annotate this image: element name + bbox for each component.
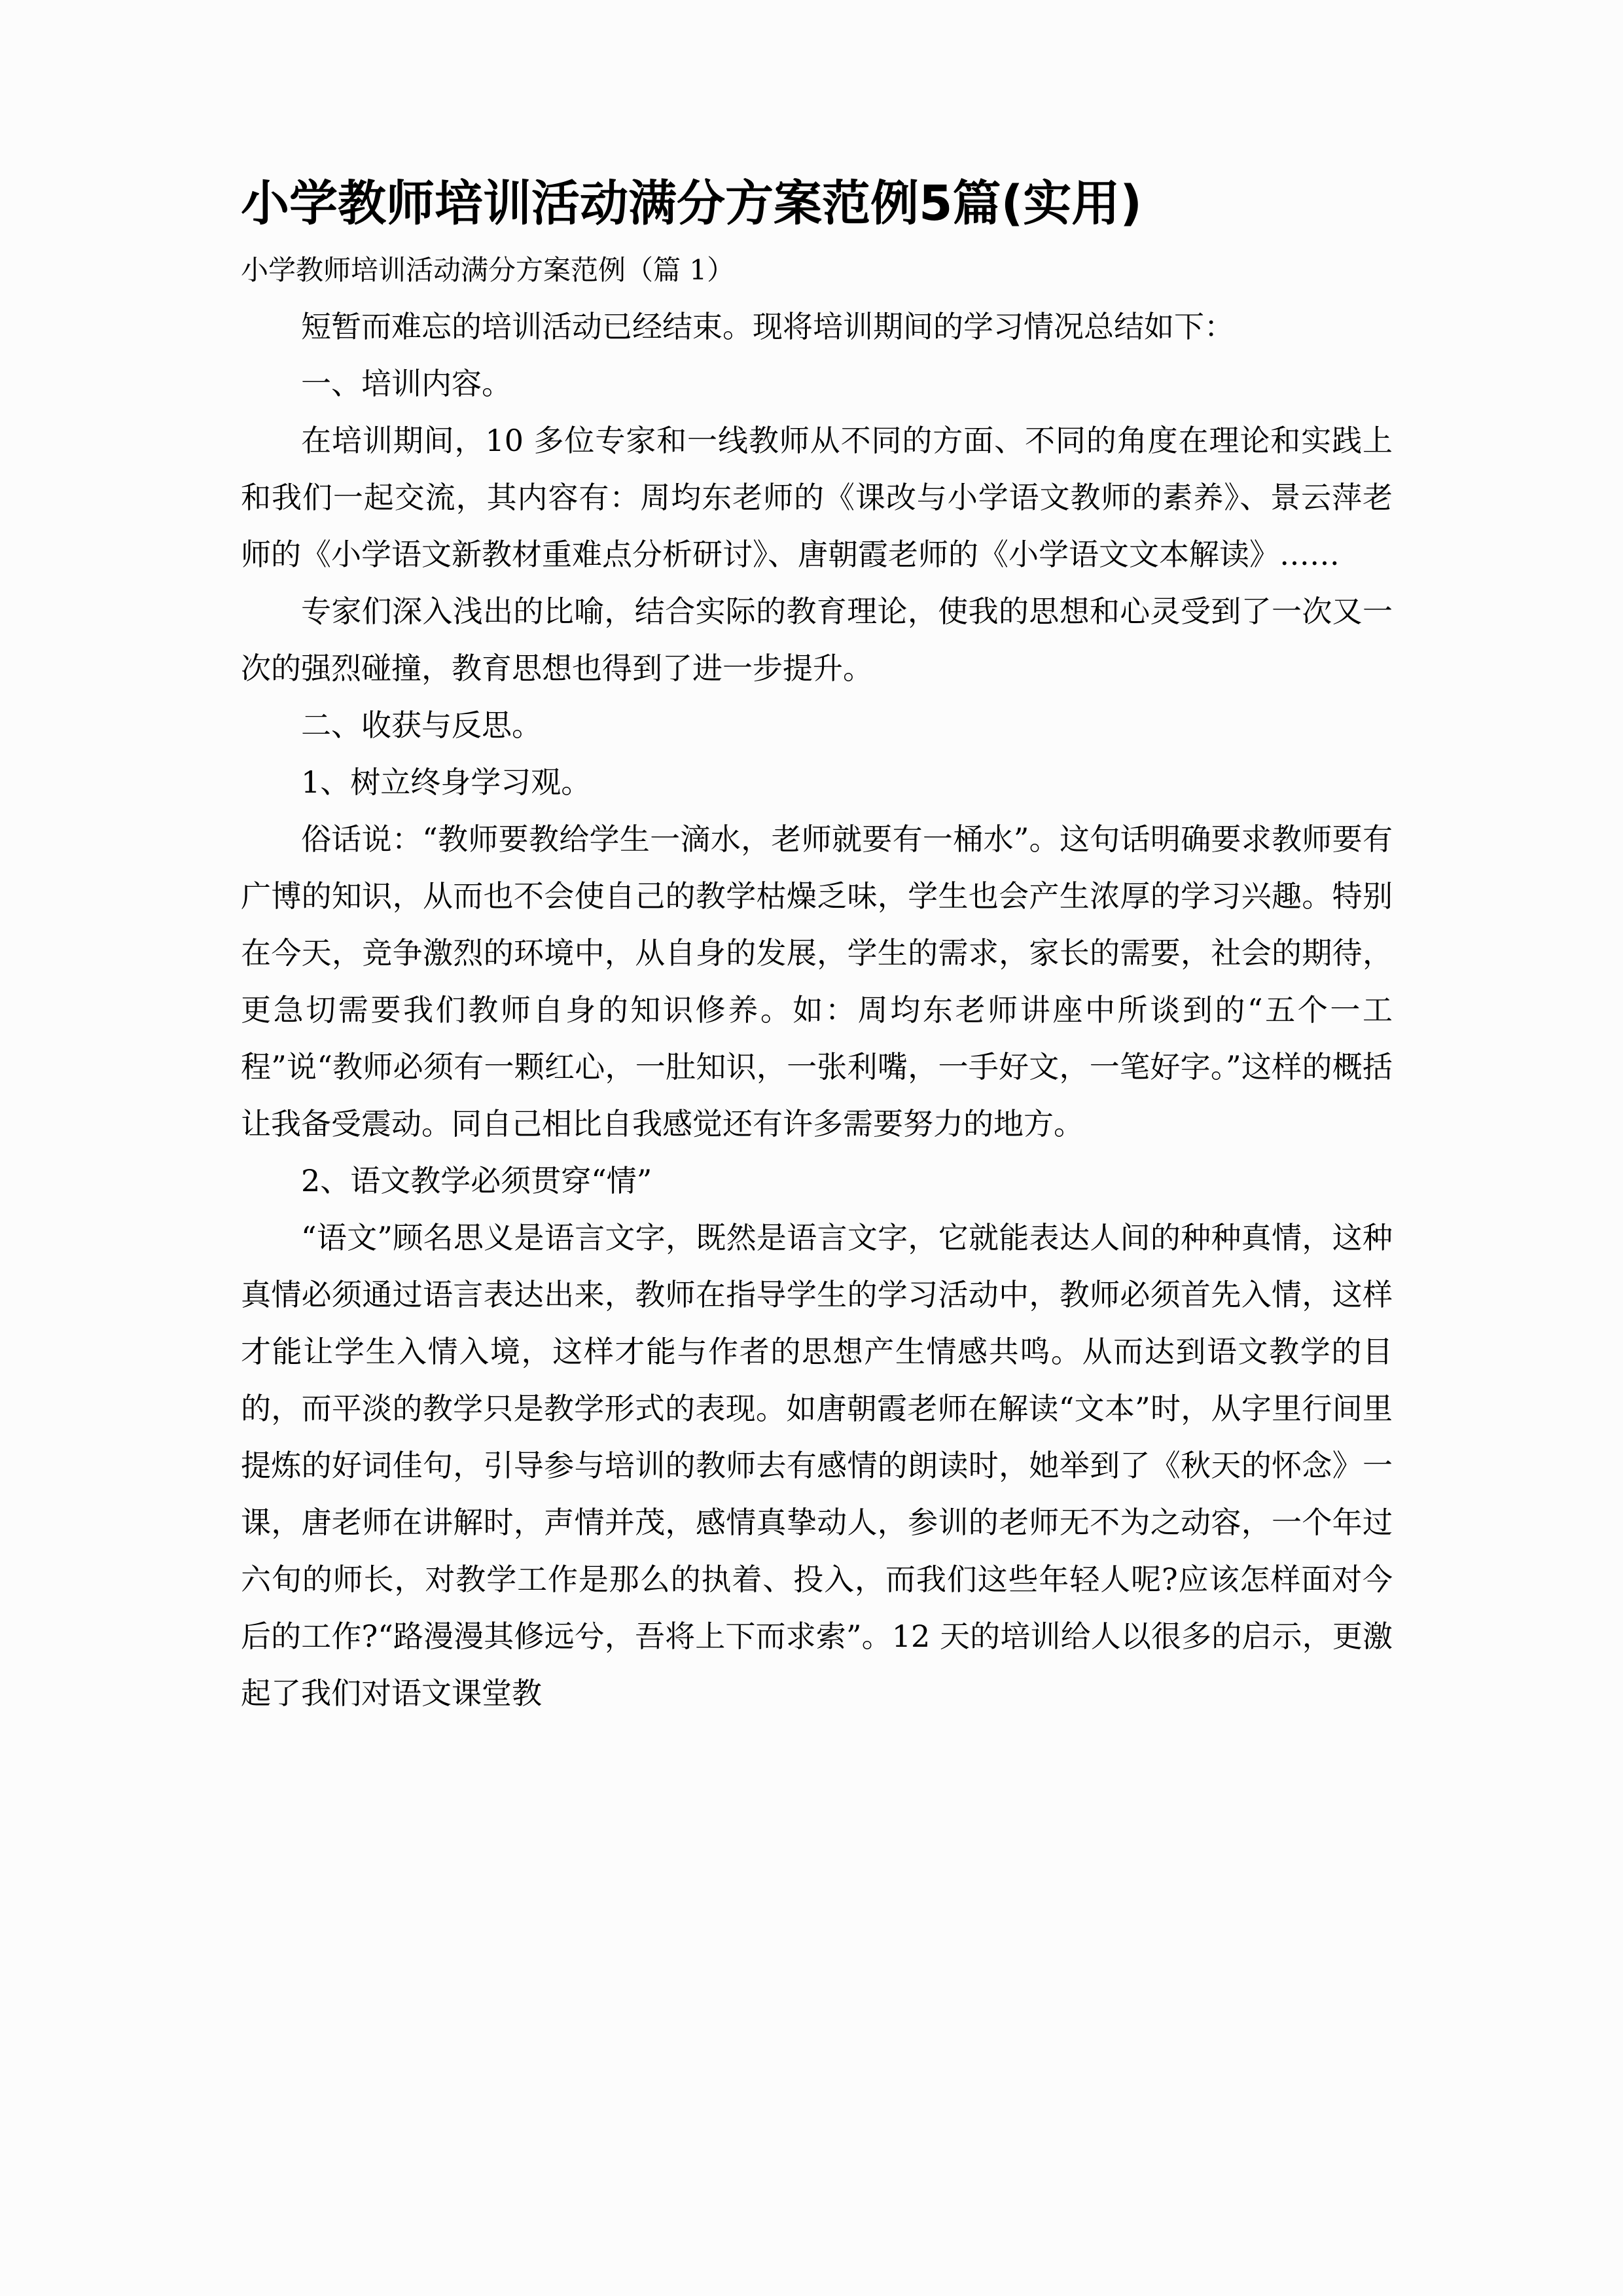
document-subtitle: 小学教师培训活动满分方案范例（篇 1） — [241, 254, 735, 287]
document-content — [241, 175, 1393, 1722]
section-heading-1: 一、培训内容。 — [301, 366, 512, 402]
body-paragraph: “语文”顾名思义是语言文字，既然是语言文字，它就能表达人间的种种真情，这种真情必须通过语言表达出来，教师在指导学生的学习活动中，教师必须首先入情，这样才能让学生入情入境，这样才能与作者的思想产生情感共鸣。从而达到语文教学的目的，而平淡的教学只是教学形式的表现。如唐朝霞老师在解读“文本”时，从字里行间里提炼的好词佳句，引导参与培训的教师去有感情的朗读时，她举到了《秋天的怀念》一课，唐老师在讲解时，声情并茂，感情真挚动人，参训的老师无不为之动容，一个年过六旬的师长，对教学工作是那么的执着、投入，而我们这些年轻人呢?应该怎样面对今后的工作?“路漫漫其修远兮，吾将上下而求索”。12 天的培训给人以很多的启示，更激起了我们对语文课堂教 — [241, 1220, 1393, 1712]
body-paragraph: 专家们深入浅出的比喻，结合实际的教育理论，使我的思想和心灵受到了一次又一次的强烈碰撞，教育思想也得到了进一步提升。 — [241, 594, 1393, 687]
section-heading-2: 二、收获与反思。 — [301, 708, 542, 744]
subsection-heading-2: 2、语文教学必须贯穿“情” — [301, 1163, 652, 1199]
body-paragraph: 俗话说：“教师要教给学生一滴水，老师就要有一桶水”。这句话明确要求教师要有广博的知识，从而也不会使自己的教学枯燥乏味，学生也会产生浓厚的学习兴趣。特别在今天，竞争激烈的环境中，从自身的发展，学生的需求，家长的需要，社会的期待，更急切需要我们教师自身的知识修养。如：周均东老师讲座中所谈到的“五个一工程”说“教师必须有一颗红心，一肚知识，一张利嘴，一手好文，一笔好字。”这样的概括让我备受震动。同自己相比自我感觉还有许多需要努力的地方。 — [241, 821, 1393, 1142]
subsection-heading-1: 1、树立终身学习观。 — [301, 764, 592, 800]
body-paragraph: 短暂而难忘的培训活动已经结束。现将培训期间的学习情况总结如下： — [301, 309, 1234, 345]
body-paragraph: 在培训期间，10 多位专家和一线教师从不同的方面、不同的角度在理论和实践上和我们一起交流，其内容有：周均东老师的《课改与小学语文教师的素养》、景云萍老师的《小学语文新教材重难点分析研讨》、唐朝霞老师的《小学语文文本解读》…… — [241, 423, 1393, 573]
page-title: 小学教师培训活动满分方案范例5篇(实用) — [241, 175, 1143, 232]
